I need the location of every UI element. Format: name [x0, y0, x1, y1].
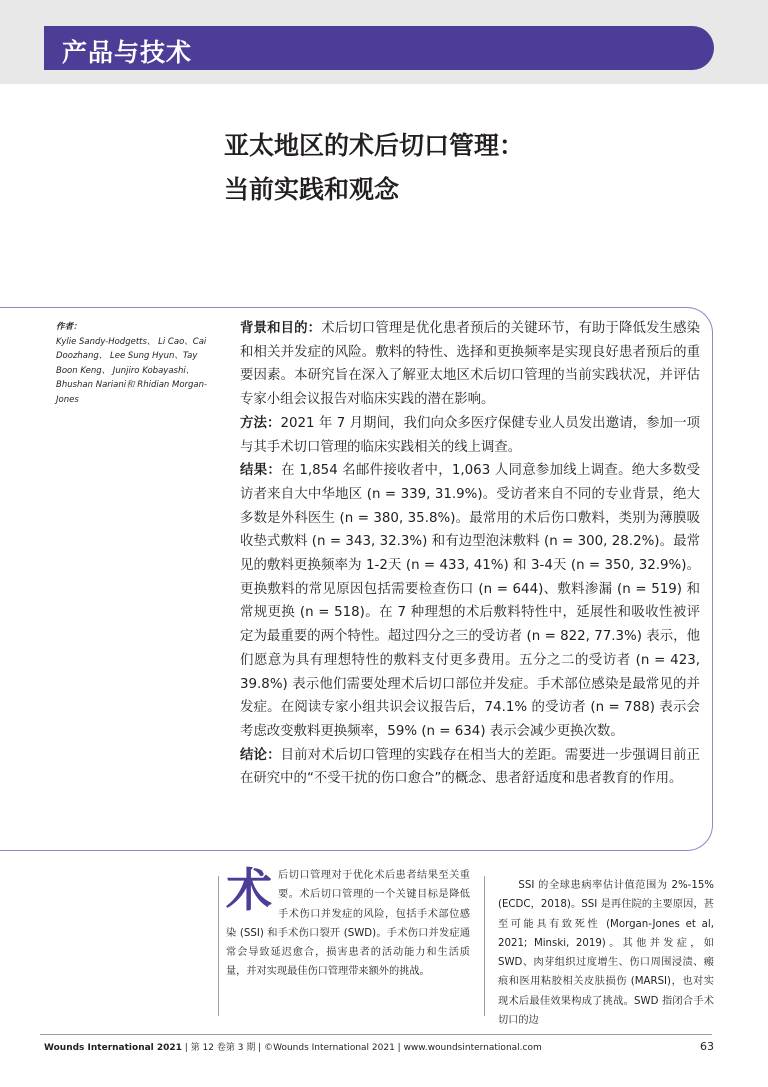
- column-rule-middle: [484, 876, 485, 1016]
- conclusion-label: 结论：: [240, 747, 281, 763]
- abstract-methods: [240, 412, 700, 459]
- body-column-1-text: 后切口管理对于优化术后患者结果至关重要。术后切口管理的一个关键目标是降低手术伤口并发症的风险，包括手术部位感染 (SSI) 和手术伤口裂开 (SWD)。手术伤口并发症通常会导致延迟愈合，损害患者的活动能力和生活质量，并对实现最佳伤口管理带来额外的挑战。: [226, 870, 470, 978]
- abstract-conclusion: [240, 744, 700, 791]
- drop-cap: 术: [226, 863, 272, 917]
- section-label: 产品与技术: [62, 38, 193, 67]
- conclusion-text: 目前对术后切口管理的实践存在相当大的差距。需要进一步强调目前正在研究中的“不受干扰的伤口愈合”的概念、患者舒适度和患者教育的作用。: [240, 747, 701, 787]
- body-column-2: SSI 的全球患病率估计值范围为 2%-15% (ECDC，2018)。SSI 是再住院的主要原因，甚至可能具有致死性 (Morgan-Jones et al, 2021; Minski, 2019)。其他并发症，如 SWD、肉芽组织过度增生、伤口周围浸渍、瘢痕和医用粘胶相关皮肤损伤 (MARSI)，也对实现术后最佳效果构成了挑战。SWD 指闭合手术切口的边: [498, 880, 714, 1027]
- background-label: 背景和目的：: [240, 321, 322, 336]
- page-number: 63: [700, 1040, 714, 1053]
- results-label: 结果：: [240, 463, 282, 479]
- authors-names: Kylie Sandy-Hodgetts、 Li Cao、Cai Doozhang、 Lee Sung Hyun、Tay Boon Keng、 Junjiro Kobayashi、Bhushan Nariani和 Rhidian Morgan-Jones: [56, 336, 208, 405]
- methods-text: 2021 年 7 月期间，我们向众多医疗保健专业人员发出邀请，参加一项与其手术切口管理的临床实践相关的线上调查。: [240, 415, 700, 455]
- abstract: [240, 317, 700, 791]
- body-column-1: [226, 863, 470, 982]
- column-rule-left: [218, 876, 219, 1016]
- abstract-results: [240, 459, 700, 743]
- background-text: 术后切口管理是优化患者预后的关键环节，有助于降低发生感染和相关并发症的风险。敷料的特性、选择和更换频率是实现良好患者预后的重要因素。本研究旨在深入了解亚太地区术后切口管理的当前实践状况，并评估专家小组会议报告对临床实践的潜在影响。: [240, 321, 700, 408]
- footer-journal: Wounds International 2021: [44, 1043, 182, 1053]
- authors-block: [56, 320, 221, 407]
- abstract-background: [240, 317, 700, 412]
- footer-rule: [40, 1034, 712, 1035]
- results-text: 在 1,854 名邮件接收者中，1,063 人同意参加线上调查。绝大多数受访者来自大中华地区 (n = 339, 31.9%)。受访者来自不同的专业背景，绝大多数是外科医生 (n = 380, 35.8%)。最常用的术后伤口敷料，类别为薄膜吸收垫式敷料 (n = 343, 32.3%) 和有边型泡沫敷料 (n = 300, 28.2%)。最常见的敷料更换频率为 1-2天 (n = 433, 41%) 和 3-4天 (n = 350, 32.9%)。更换敷料的常见原因包括需要检查伤口 (n = 644)、敷料渗漏 (n = 519) 和常规更换 (n = 518)。在 7 种理想的术后敷料特性中，延展性和吸收性被评定为最重要的两个特性。超过四分之三的受访者 (n = 822, 77.3%) 表示，他们愿意为具有理想特性的敷料支付更多费用。五分之二的受访者 (n = 423, 39.8%) 表示他们需要处理术后切口部位并发症。手术部位感染是最常见的并发症。在阅读专家小组共识会议报告后，74.1% 的受访者 (n = 788) 表示会考虑改变敷料更换频率，59% (n = 634) 表示会减少更换次数。: [240, 463, 701, 739]
- section-tab: [44, 26, 714, 70]
- methods-label: 方法：: [240, 415, 281, 431]
- authors-label: 作者：: [56, 322, 82, 332]
- title-line-2: 当前实践和观念: [224, 175, 400, 204]
- footer-citation: [44, 1040, 542, 1053]
- footer-issue: | 第 12 卷第 3 期 | ©Wounds International 2021 | www.woundsinternational.com: [181, 1043, 542, 1053]
- title-line-1: 亚太地区的术后切口管理：: [224, 131, 525, 160]
- article-title: [224, 124, 704, 212]
